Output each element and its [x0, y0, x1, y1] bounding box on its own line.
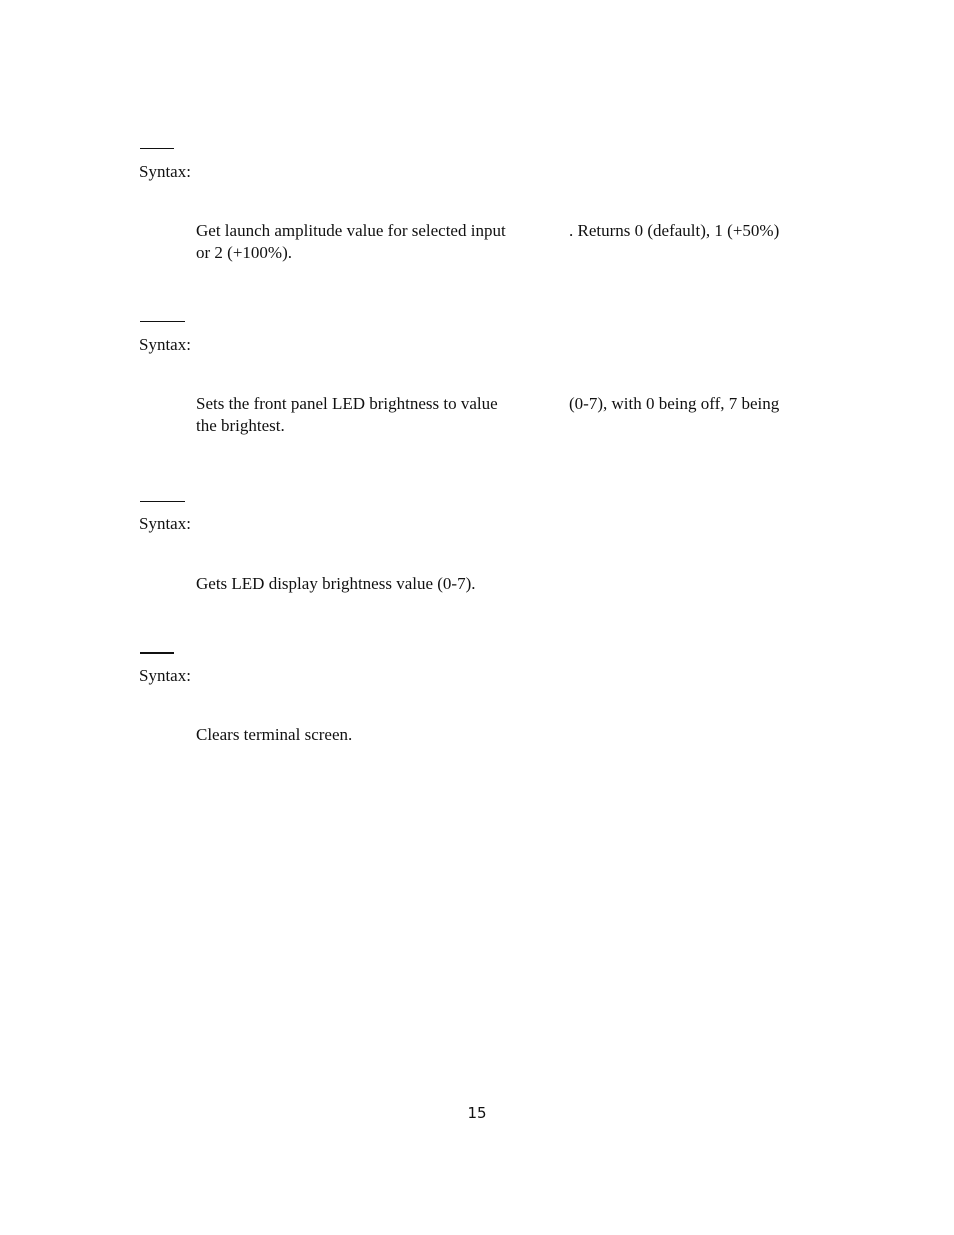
description-line: or 2 (+100%).	[196, 243, 292, 262]
description-continuation: (0-7), with 0 being off, 7 being	[569, 394, 780, 413]
description-line: Get launch amplitude value for selected input	[196, 221, 506, 240]
syntax-label: Syntax:	[139, 162, 191, 181]
description-line: Sets the front panel LED brightness to value	[196, 394, 498, 413]
syntax-label: Syntax:	[139, 335, 191, 354]
syntax-label: Syntax:	[139, 666, 191, 685]
command-name-underline	[140, 501, 185, 502]
command-name-underline	[140, 652, 174, 654]
syntax-label: Syntax:	[139, 514, 191, 533]
description-line: Gets LED display brightness value (0-7).	[196, 574, 476, 593]
description-line: Clears terminal screen.	[196, 725, 353, 744]
description-continuation: . Returns 0 (default), 1 (+50%)	[569, 221, 780, 240]
command-name-underline	[140, 148, 174, 149]
command-name-underline	[140, 321, 185, 322]
description-line: the brightest.	[196, 416, 285, 435]
page-number: 15	[467, 1104, 487, 1122]
